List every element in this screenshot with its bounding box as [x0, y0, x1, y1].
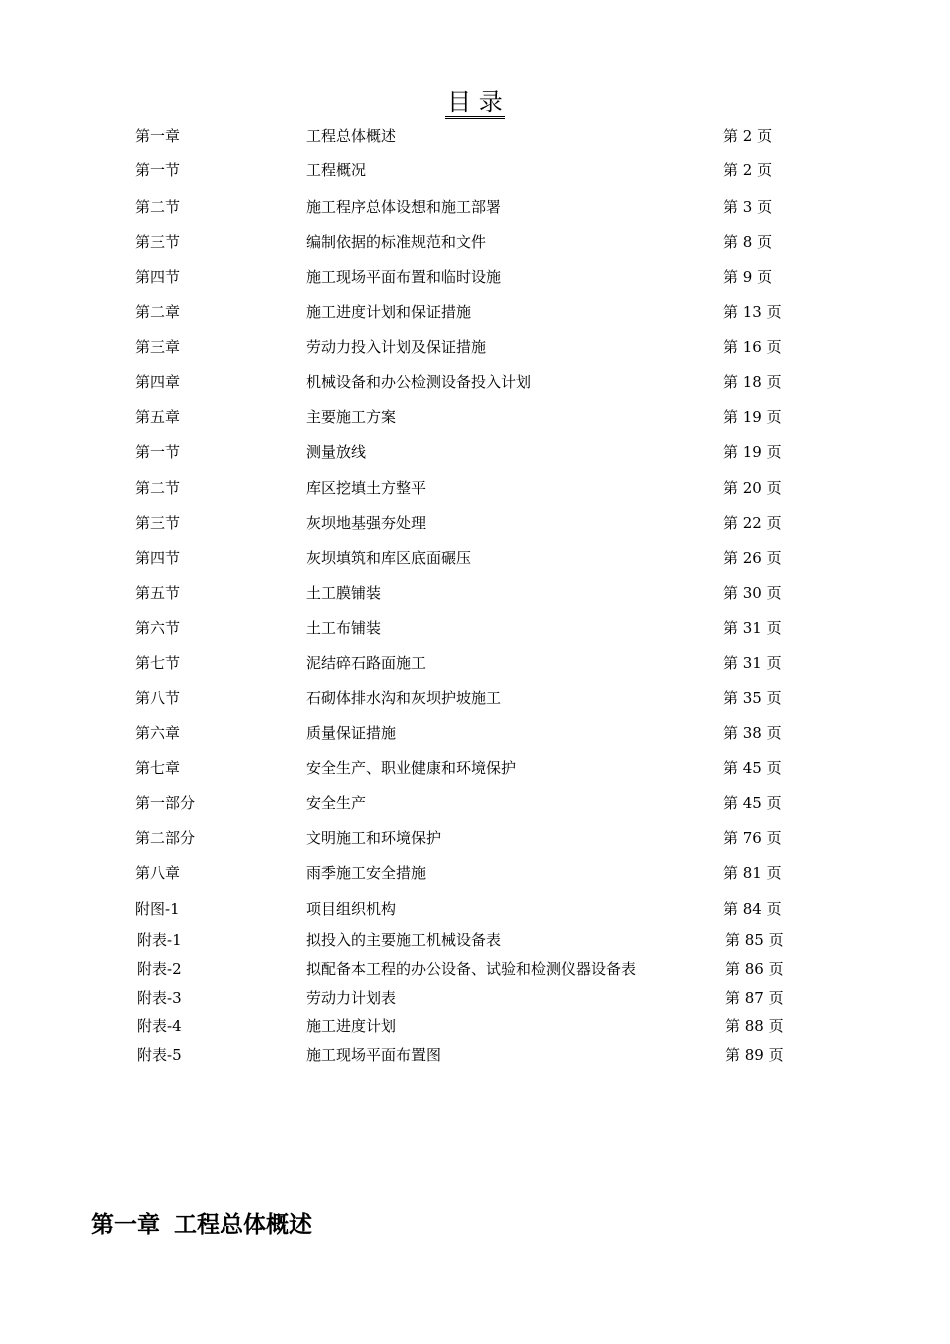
- toc-entry-title: 编制依据的标准规范和文件: [306, 233, 487, 251]
- toc-entry-label: 第五章: [135, 408, 181, 426]
- toc-entry-label: 第三节: [135, 233, 181, 251]
- toc-appendix-entry[interactable]: [0, 928, 950, 952]
- toc-entry[interactable]: [0, 721, 950, 745]
- toc-entry-title: 施工进度计划和保证措施: [306, 303, 472, 321]
- toc-entry-label: 第二节: [135, 479, 181, 497]
- toc-entry-page: 第 81 页: [723, 864, 782, 882]
- toc-entry[interactable]: [0, 405, 950, 429]
- toc-entry-page: 第 76 页: [723, 829, 782, 847]
- toc-entry-label: 第一节: [135, 443, 181, 461]
- toc-entry-page: 第 87 页: [725, 989, 784, 1007]
- toc-entry-page: 第 45 页: [723, 759, 782, 777]
- toc-entry-label: 附表-3: [137, 989, 182, 1007]
- toc-entry[interactable]: [0, 440, 950, 464]
- toc-entry-title: 主要施工方案: [306, 408, 397, 426]
- toc-title: [0, 86, 950, 119]
- toc-title-text: 目 录: [445, 88, 505, 119]
- toc-entry-page: 第 2 页: [723, 161, 773, 179]
- toc-entry-page: 第 31 页: [723, 654, 782, 672]
- toc-entry[interactable]: [0, 230, 950, 254]
- toc-entry-title: 质量保证措施: [306, 724, 397, 742]
- toc-entry-label: 第二节: [135, 198, 181, 216]
- toc-entry[interactable]: [0, 861, 950, 885]
- toc-entry-title: 施工进度计划: [306, 1017, 397, 1035]
- toc-entry-title: 测量放线: [306, 443, 367, 461]
- toc-entry-page: 第 8 页: [723, 233, 773, 251]
- toc-entry-label: 附图-1: [135, 900, 180, 918]
- toc-entry-label: 附表-5: [137, 1046, 182, 1064]
- toc-entry[interactable]: [0, 300, 950, 324]
- toc-entry-label: 第一节: [135, 161, 181, 179]
- toc-entry-title: 劳动力投入计划及保证措施: [306, 338, 487, 356]
- toc-entry[interactable]: [0, 651, 950, 675]
- toc-entry-page: 第 9 页: [723, 268, 773, 286]
- toc-entry-label: 第四节: [135, 549, 181, 567]
- toc-entry-page: 第 38 页: [723, 724, 782, 742]
- toc-entry-page: 第 16 页: [723, 338, 782, 356]
- toc-entry-page: 第 26 页: [723, 549, 782, 567]
- toc-entry-label: 第二章: [135, 303, 181, 321]
- toc-entry-title: 泥结碎石路面施工: [306, 654, 427, 672]
- toc-entry-label: 附表-4: [137, 1017, 182, 1035]
- toc-entry[interactable]: [0, 581, 950, 605]
- toc-entry[interactable]: [0, 511, 950, 535]
- toc-entry-label: 附表-2: [137, 960, 182, 978]
- chapter-title: 工程总体概述: [174, 1212, 312, 1238]
- toc-entry-title: 项目组织机构: [306, 900, 397, 918]
- toc-entry-page: 第 88 页: [725, 1017, 784, 1035]
- toc-entry-title: 施工程序总体设想和施工部署: [306, 198, 502, 216]
- toc-entry[interactable]: [0, 124, 950, 148]
- toc-entry-title: 机械设备和办公检测设备投入计划: [306, 373, 532, 391]
- toc-entry-title: 安全生产、职业健康和环境保护: [306, 759, 517, 777]
- toc-entry-label: 第四章: [135, 373, 181, 391]
- toc-entry-page: 第 84 页: [723, 900, 782, 918]
- toc-entry-title: 施工现场平面布置图: [306, 1046, 442, 1064]
- toc-entry-page: 第 19 页: [723, 408, 782, 426]
- toc-entry-page: 第 2 页: [723, 127, 773, 145]
- toc-entry[interactable]: [0, 791, 950, 815]
- toc-entry[interactable]: [0, 616, 950, 640]
- chapter-number: 第一章: [91, 1212, 160, 1238]
- toc-entry-page: 第 85 页: [725, 931, 784, 949]
- toc-entry-label: 第三章: [135, 338, 181, 356]
- toc-entry-page: 第 35 页: [723, 689, 782, 707]
- toc-entry-label: 第六节: [135, 619, 181, 637]
- toc-entry-title: 灰坝填筑和库区底面碾压: [306, 549, 472, 567]
- toc-entry[interactable]: [0, 897, 950, 921]
- toc-entry-label: 第二部分: [135, 829, 196, 847]
- toc-entry-label: 第一章: [135, 127, 181, 145]
- toc-entry[interactable]: [0, 370, 950, 394]
- toc-entry[interactable]: [0, 756, 950, 780]
- toc-entry-page: 第 30 页: [723, 584, 782, 602]
- toc-entry[interactable]: [0, 546, 950, 570]
- toc-entry[interactable]: [0, 335, 950, 359]
- toc-entry[interactable]: [0, 826, 950, 850]
- toc-entry[interactable]: [0, 265, 950, 289]
- toc-entry-title: 劳动力计划表: [306, 989, 397, 1007]
- toc-entry-title: 拟配备本工程的办公设备、试验和检测仪器设备表: [306, 960, 637, 978]
- toc-appendix-entry[interactable]: [0, 1014, 950, 1038]
- toc-entry-title: 灰坝地基强夯处理: [306, 514, 427, 532]
- toc-entry-label: 第六章: [135, 724, 181, 742]
- chapter-heading: [91, 1208, 312, 1242]
- toc-entry-label: 第七章: [135, 759, 181, 777]
- toc-entry-page: 第 31 页: [723, 619, 782, 637]
- toc-entry-title: 文明施工和环境保护: [306, 829, 442, 847]
- toc-entry[interactable]: [0, 686, 950, 710]
- toc-entry-title: 石砌体排水沟和灰坝护坡施工: [306, 689, 502, 707]
- toc-entry-label: 第八章: [135, 864, 181, 882]
- toc-entry-label: 第五节: [135, 584, 181, 602]
- toc-entry-page: 第 18 页: [723, 373, 782, 391]
- toc-entry-title: 土工布铺装: [306, 619, 382, 637]
- toc-entry-label: 第八节: [135, 689, 181, 707]
- toc-entry-label: 第四节: [135, 268, 181, 286]
- toc-entry-title: 安全生产: [306, 794, 367, 812]
- toc-entry-title: 库区挖填土方整平: [306, 479, 427, 497]
- toc-entry-page: 第 13 页: [723, 303, 782, 321]
- toc-entry[interactable]: [0, 476, 950, 500]
- toc-entry-page: 第 19 页: [723, 443, 782, 461]
- toc-entry[interactable]: [0, 195, 950, 219]
- toc-entry-title: 施工现场平面布置和临时设施: [306, 268, 502, 286]
- toc-entry-title: 工程总体概述: [306, 127, 397, 145]
- toc-entry-page: 第 20 页: [723, 479, 782, 497]
- toc-entry-label: 附表-1: [137, 931, 182, 949]
- toc-entry-page: 第 89 页: [725, 1046, 784, 1064]
- toc-appendix-entry[interactable]: [0, 1043, 950, 1067]
- toc-entry-page: 第 22 页: [723, 514, 782, 532]
- toc-entry-page: 第 3 页: [723, 198, 773, 216]
- toc-entry-page: 第 45 页: [723, 794, 782, 812]
- toc-entry-title: 工程概况: [306, 161, 367, 179]
- toc-appendix-entry[interactable]: [0, 957, 950, 981]
- toc-entry-label: 第七节: [135, 654, 181, 672]
- toc-entry-label: 第三节: [135, 514, 181, 532]
- toc-entry[interactable]: [0, 158, 950, 182]
- toc-appendix-entry[interactable]: [0, 986, 950, 1010]
- toc-entry-title: 雨季施工安全措施: [306, 864, 427, 882]
- toc-entry-page: 第 86 页: [725, 960, 784, 978]
- toc-entry-title: 土工膜铺装: [306, 584, 382, 602]
- toc-entry-label: 第一部分: [135, 794, 196, 812]
- toc-entry-title: 拟投入的主要施工机械设备表: [306, 931, 502, 949]
